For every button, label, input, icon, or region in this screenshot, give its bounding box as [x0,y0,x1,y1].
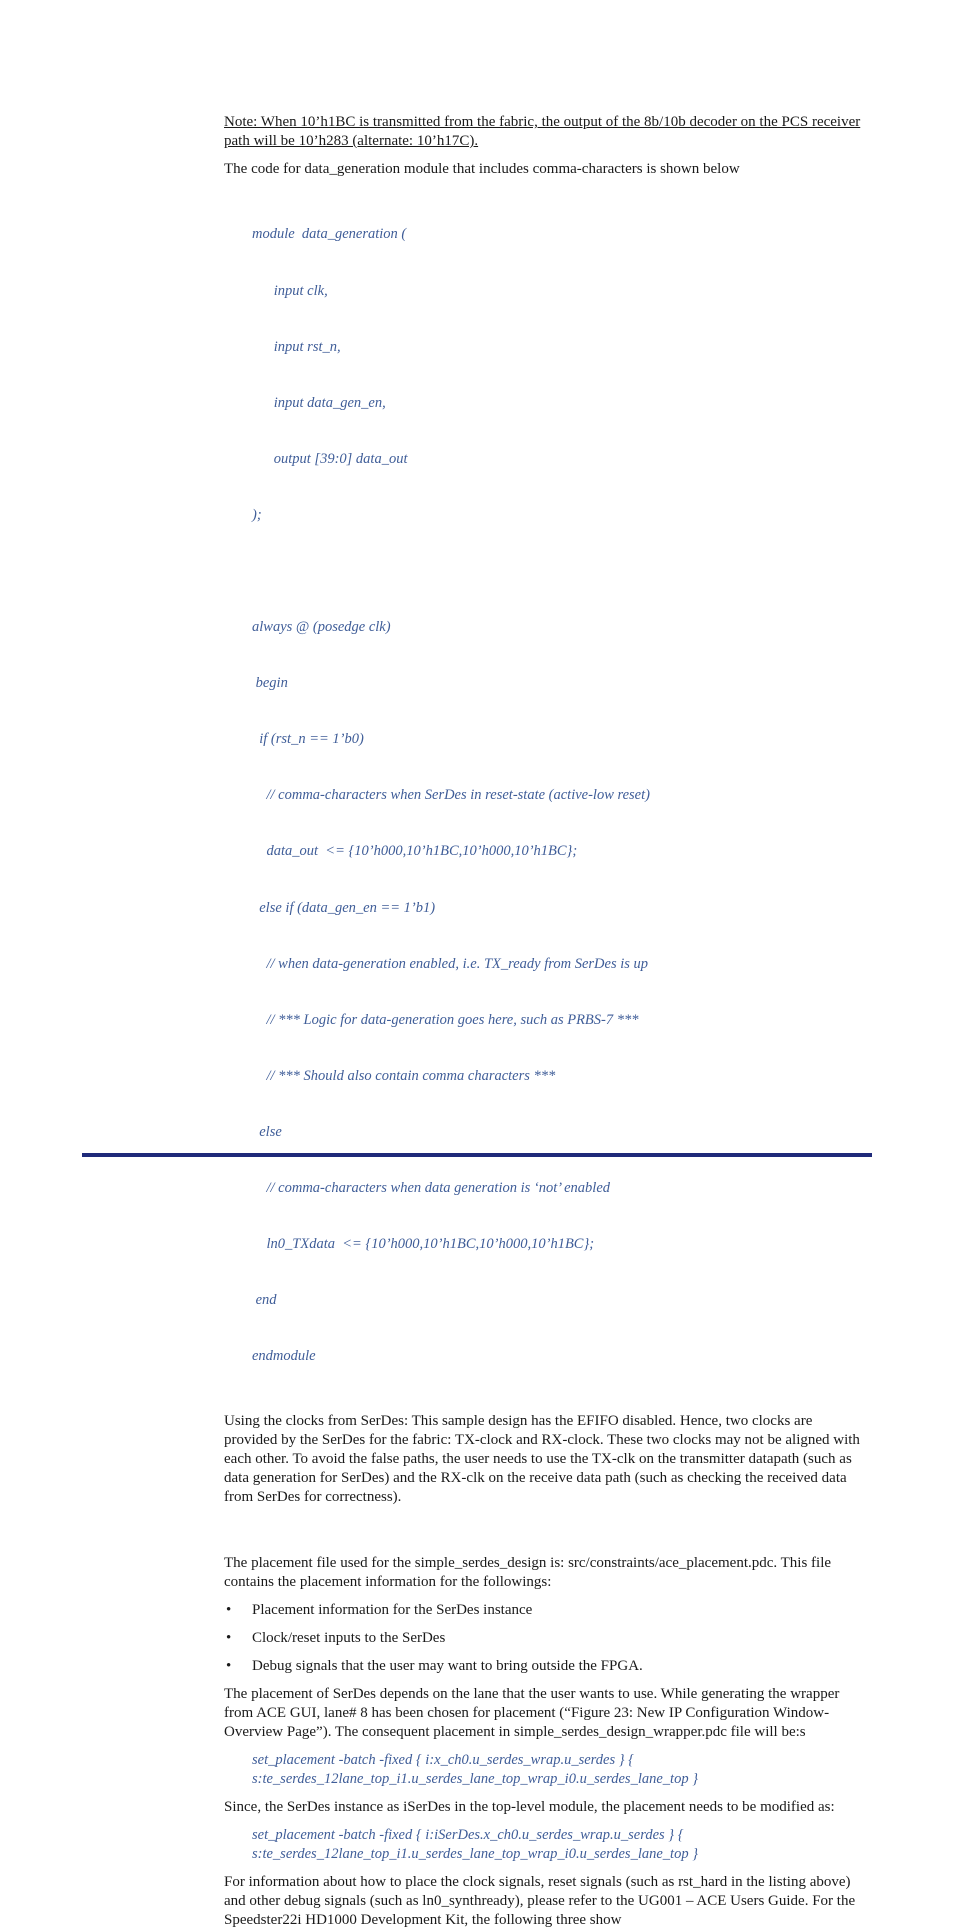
code-line: ); [252,506,262,523]
intro-text: The code for data_generation module that includes comma-characters is shown below [224,161,740,177]
code-line: input data_gen_en, [252,394,386,411]
section-gap [224,1507,864,1554]
footer-rule [82,1153,872,1157]
code-line: // comma-characters when SerDes in reset-state (active-low reset) [252,787,650,804]
code-line: // *** Logic for data-generation goes here, such as PRBS-7 *** [252,1011,639,1028]
code-line: // *** Should also contain comma characters *** [252,1067,556,1084]
code-line: ln0_TXdata <= {10’h000,10’h1BC,10’h000,10’h1BC}; [252,1236,595,1253]
document-body [224,113,864,1930]
note-text: Note: When 10’h1BC is transmitted from the fabric, the output of the 8b/10b decoder on the PCS receiver path will be 10’h283 (alternate: 10’h17C). [224,114,861,149]
list-item: • Debug signals that the user may want to bring outside the FPGA. [226,1658,643,1675]
code-line: // when data-generation enabled, i.e. TX_ready from SerDes is up [252,955,649,972]
code-line: // comma-characters when data generation is ‘not’ enabled [252,1180,611,1196]
clocks-paragraph: Using the clocks from SerDes: This sample design has the EFIFO disabled. Hence, two clocks are provided by the SerDes for the fabric: TX-clock and RX-clock. These two clocks may not be aligned with each other. To avoid the false paths, the user needs to use the TX-clk on the transmitter datapath (such as data generation for SerDes) and the RX-clk on the receive data path (such as checking the received data from SerDes for correctness). [224,1413,860,1506]
code-line: output [39:0] data_out [252,450,408,467]
placement-paragraph: The placement file used for the simple_serdes_design is: src/constraints/ace_placement.pdc. This file contains the placement information for the followings: [224,1555,832,1591]
code-line: input rst_n, [252,338,341,355]
code-line: input clk, [252,282,328,299]
bullet-icon: • [226,1630,232,1647]
placement-info-list [224,1601,864,1676]
code-line: else [252,1123,282,1140]
list-item: • Clock/reset inputs to the SerDes [226,1630,446,1647]
modified-paragraph: Since, the SerDes instance as iSerDes in the top-level module, the placement needs to be modified as: [224,1799,835,1816]
code-line: end [252,1292,277,1309]
verilog-code-block [252,188,864,1403]
code-line: set_placement -batch -fixed { i:x_ch0.u_serdes_wrap.u_serdes } { [252,1752,634,1769]
code-line: s:te_serdes_12lane_top_i1.u_serdes_lane_top_wrap_i0.u_serdes_lane_top } [252,1771,698,1788]
code-line: endmodule [252,1348,316,1365]
bullet-icon: • [226,1658,232,1675]
code-line: data_out <= {10’h000,10’h1BC,10’h000,10’h1BC}; [252,843,578,860]
info-paragraph: For information about how to place the clock signals, reset signals (such as rst_hard in the listing above) and other debug signals (such as ln0_synthready), please refer to the UG001 – ACE Users Guide. For the Speedster22i HD1000 Development Kit, the following three show [224,1874,856,1929]
lane-paragraph: The placement of SerDes depends on the lane that the user wants to use. While generating the wrapper from ACE GUI, lane# 8 has been chosen for placement (“Figure 23: New IP Configuration Window- Overview Page”). The consequent placement in simple_serdes_design_wrapper.pdc file will be:s [224,1686,840,1741]
code-line: else if (data_gen_en == 1’b1) [252,899,436,916]
placement-code-block-2 [252,1826,864,1864]
code-line: set_placement -batch -fixed { i:iSerDes.x_ch0.u_serdes_wrap.u_serdes } { [252,1827,684,1844]
code-line: if (rst_n == 1’b0) [252,731,364,748]
code-line: always @ (posedge clk) [252,619,391,636]
bullet-icon: • [226,1602,232,1619]
code-line: module data_generation ( [252,226,407,243]
code-line: s:te_serdes_12lane_top_i1.u_serdes_lane_top_wrap_i0.u_serdes_lane_top } [252,1846,698,1863]
placement-code-block-1 [252,1751,864,1789]
list-item: • Placement information for the SerDes instance [226,1602,533,1619]
code-line: begin [252,675,288,692]
code-line [252,562,864,581]
